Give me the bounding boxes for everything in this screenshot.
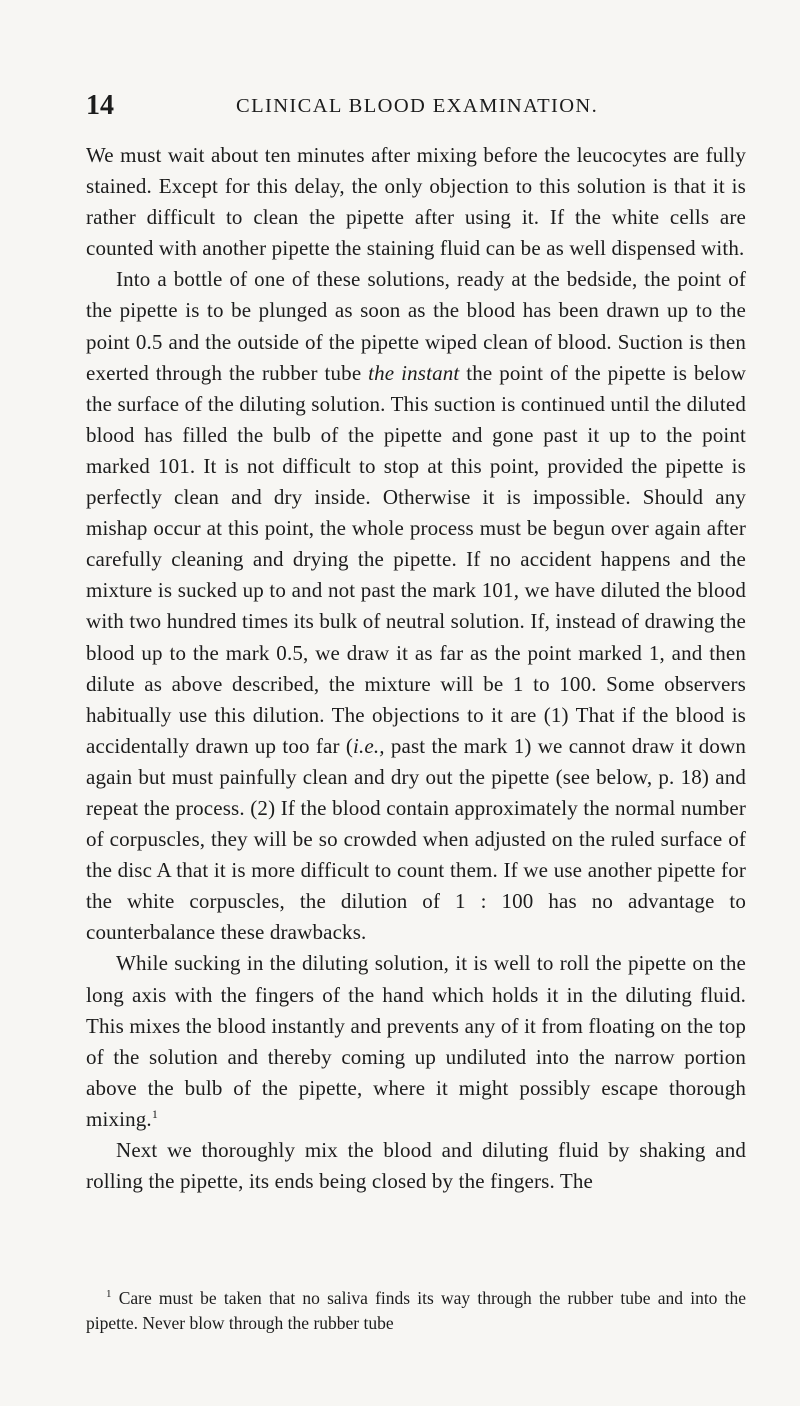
- footnote-number: 1: [106, 1288, 112, 1301]
- running-head-title: CLINICAL BLOOD EXAMINATION.: [236, 95, 599, 117]
- paragraph-2-text-b: the point of the pipette is below the surface of the diluting solution. This suction is continued until the diluted blood has filled the bulb of the pipette and gone past it up to the point marked 101. It is not difficult to stop at this point, provided the pipette is perfectly clean and dry inside. Otherwise it is impossible. Should any mishap occur at this point, the whole process must be begun over again after carefully cleaning and drying the pipette. If no accident happens and the mixture is sucked up to and not past the mark 101, we have diluted the blood with two hundred times its bulk of neutral solution. If, instead of drawing the blood up to the mark 0.5, we draw it as far as the point marked 1, and then dilute as above described, the mixture will be 1 to 100. Some observers habitually use this dilution. The objections to it are (1) That if the blood is accidentally drawn up too far (: [86, 360, 747, 758]
- footnote: [86, 1286, 746, 1336]
- footnote-reference: 1: [151, 1106, 158, 1121]
- paragraph-1: [86, 140, 746, 264]
- footnote-paragraph: [86, 1286, 746, 1336]
- footnote-text: Care must be taken that no saliva finds its way through the rubber tube and into the pipette. Never blow through the rubber tube: [86, 1288, 747, 1333]
- paragraph-2: [86, 264, 746, 948]
- paragraph-1-text: We must wait about ten minutes after mixing before the leucocytes are fully stained. Except for this delay, the only objection to this solution is that it is rather difficult to clean the pipette after using it. If the white cells are counted with another pipette the staining fluid can be as well dispensed with.: [86, 143, 746, 261]
- italic-the-instant: the instant: [368, 360, 460, 385]
- italic-i-e: i.e.,: [352, 733, 385, 758]
- body-text: [86, 140, 746, 1197]
- paragraph-4: [86, 1135, 746, 1197]
- paragraph-3-text: While sucking in the diluting solution, it is well to roll the pipette on the long axis with the fingers of the hand which holds it in the diluting fluid. This mixes the blood instantly and prevents any of it from floating on the top of the solution and thereby coming up undiluted into the narrow portion above the bulb of the pipette, where it might possibly escape thorough mixing.: [86, 951, 746, 1131]
- paragraph-4-text: Next we thoroughly mix the blood and diluting fluid by shaking and rolling the pipette, its ends being closed by the fingers. The: [86, 1138, 746, 1194]
- running-head: [86, 86, 752, 126]
- paragraph-3: [86, 948, 746, 1135]
- paragraph-2-text-c: past the mark 1) we cannot draw it down again but must painfully clean and dry out the pipette (see below, p. 18) and repeat the process. (2) If the blood contain approximately the normal number of corpuscles, they will be so crowded when adjusted on the ruled surface of the disc A that it is more difficult to count them. If we use another pipette for the white corpuscles, the dilution of 1 : 100 has no advantage to counterbalance these drawbacks.: [86, 733, 746, 945]
- paragraph-2-text-a: Into a bottle of one of these solutions, ready at the bedside, the point of the pipette is to be plunged as soon as the blood has been drawn up to the point 0.5 and the outside of the pipette wiped clean of blood. Suction is then exerted through the rubber tube: [86, 267, 746, 385]
- page-number: 14: [86, 90, 114, 121]
